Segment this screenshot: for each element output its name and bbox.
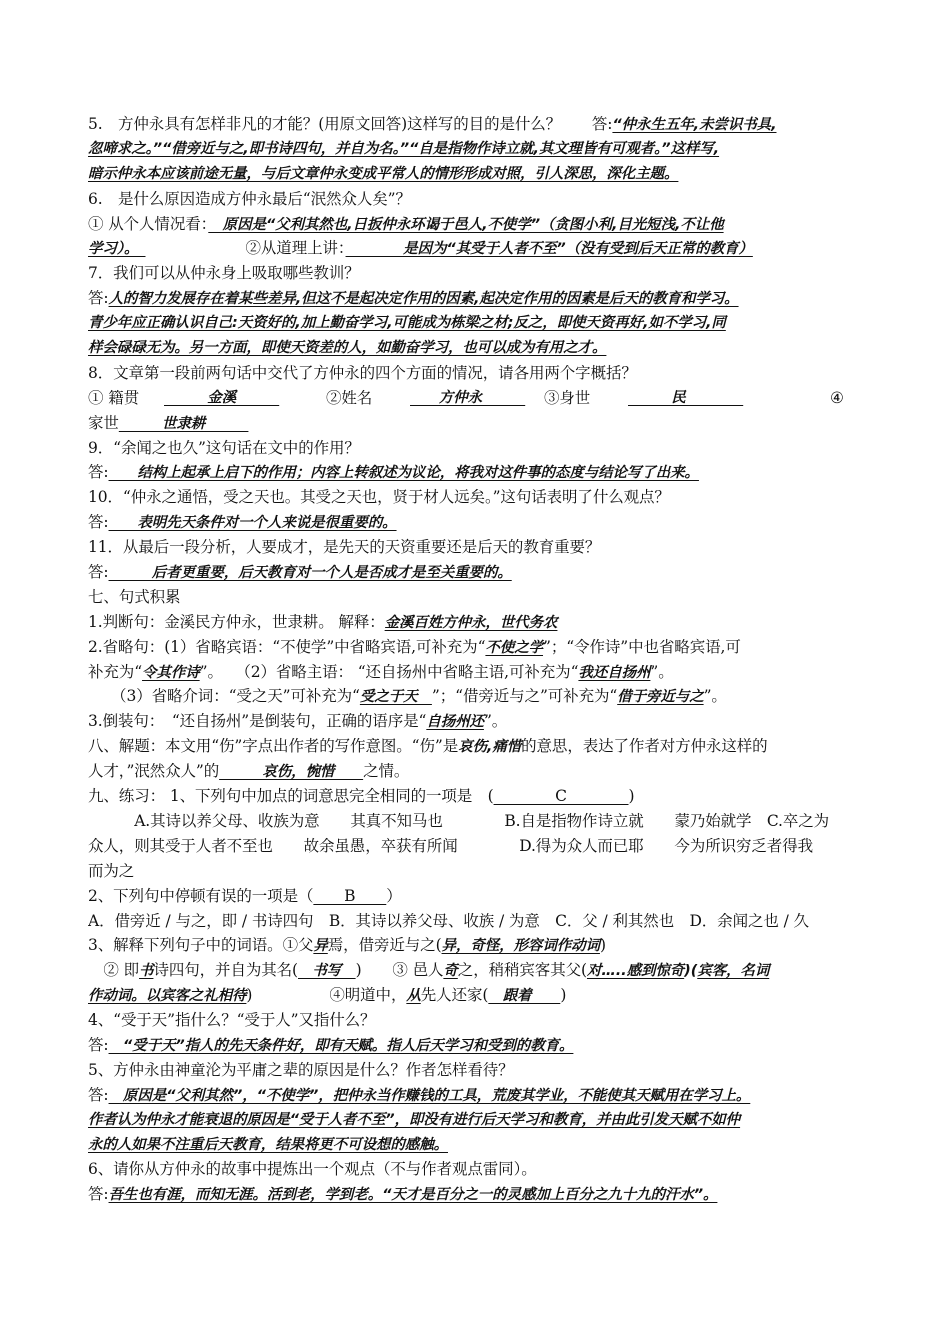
s9-q5-answer-2: 作者认为仲永才能衰退的原因是“受于人者不至”，即没有进行后天学习和教育，并由此引发天赋不如仲 (88, 1111, 741, 1128)
s9-q1-options-1: A.其诗以养父母、收族为意 其真不知马也 B.自是指物作诗立就 蒙乃始就学 C.卒之为 (88, 811, 830, 830)
s9-q5-answer-3: 永的人如果不注重后天教育，结果将更不可设想的感触。 (88, 1136, 448, 1153)
q7-answer-line-1: 答:人的智力发展存在着某些差异,但这不是起决定作用的因素,起决定作用的因素是后天的教育和学习。 (88, 289, 739, 308)
q5-answer-line-3: 暗示仲永本应该前途无量，与后文章仲永变成平常人的情形形成对照，引人深思，深化主题。 (88, 165, 679, 182)
s9-q3-line-2: ② 即书诗四句，并自为其名( 书写 ) ③ 邑人奇之，稍稍宾客其父(对…..感到惊奇)(宾客，名词 (88, 961, 770, 980)
q8-question: 8．文章第一段前两句话中交代了方仲永的四个方面的情况，请各用两个字概括？ (88, 363, 637, 382)
s7-omit-2: 补充为“令其作诗”。 （2）省略主语： “还自扬州中省略主语,可补充为“我还自扬州”。 (88, 662, 674, 681)
s9-q5-answer-1: 答: 原因是“父利其然”，“不使学”，把仲永当作赚钱的工具，荒废其学业，不能使其天赋用在学习上。 (88, 1085, 751, 1104)
s9-q3-line-1: 3、解释下列句子中的词语。①父异焉，借旁近与之(异，奇怪，形容词作动词) (88, 936, 606, 955)
q9-answer: 答: 结构上起承上启下的作用；内容上转叙述为议论，将我对这件事的态度与结论写了出来。 (88, 463, 699, 482)
s9-q4-answer: 答: “受于天”指人的先天条件好，即有天赋。指人后天学习和受到的教育。 (88, 1035, 574, 1054)
s9-q5: 5、方仲永由神童沦为平庸之辈的原因是什么？作者怎样看待？ (88, 1060, 514, 1079)
q10-question: 10．“仲永之通悟，受之天也。其受之天也，贤于材人远矣。”这句话表明了什么观点？ (88, 488, 670, 507)
s9-q6: 6、请你从方仲永的故事中提炼出一个观点（不与作者观点雷同）。 (88, 1160, 537, 1179)
q6-part1: ① 从个人情况看： 原因是“父利其然也,日扳仲永环谒于邑人,不使学”（贪图小利,目光短浅,不让他 (88, 214, 724, 233)
s7-omit-3: （3）省略介词：“受之天”可补充为“受之于天 ”；“借旁近与之”可补充为“借于旁近与之”。 (88, 687, 727, 706)
q5-line-1: 5. 方仲永具有怎样非凡的才能？(用原文回答)这样写的目的是什么？ 答:“仲永生五年,未尝识书具, (88, 115, 777, 133)
s7-inversion: 3.倒装句： “还自扬州”是倒装句，正确的语序是“自扬州还”。 (88, 712, 508, 731)
q9-question: 9．“余闻之也久”这句话在文中的作用？ (88, 438, 360, 457)
s9-q3-line-3: 作动词。以宾客之礼相待) ④明道中，从先人还家( 跟着 ) (88, 986, 567, 1005)
q6-part2: 学习）。 ②从道理上讲： 是因为“其受于人者不至”（没有受到后天正常的教育） (88, 239, 753, 258)
s9-q6-answer: 答:吾生也有涯，而知无涯。活到老，学到老。“天才是百分之一的灵感加上百分之九十九的汗水”。 (88, 1185, 718, 1204)
q8-answers: ① 籍贯 金溪 ②姓名 方仲永 ③身世 民 ④ (88, 388, 844, 407)
q7-question: 7．我们可以从仲永身上吸取哪些教训？ (88, 264, 360, 283)
q11-question: 11．从最后一段分析，人要成才，是先天的天资重要还是后天的教育重要？ (88, 538, 601, 557)
s9-q2: 2、下列句中停顿有误的一项是（ B ） (88, 886, 402, 905)
s8-line-1: 八、解题：本文用“伤”字点出作者的写作意图。“伤”是哀伤,痛惜的意思，表达了作者对方仲永这样的 (88, 737, 768, 756)
s9-q2-options: A．借旁近 / 与之，即 / 书诗四句 B．其诗以养父母、收族 / 为意 C．父 / 利其然也 D．余闻之也 / 久 (88, 911, 809, 930)
q6-question: 6. 是什么原因造成方仲永最后“泯然众人矣”？ (88, 189, 411, 208)
q10-answer: 答: 表明先天条件对一个人来说是很重要的。 (88, 513, 397, 532)
q7-answer-line-3: 样会碌碌无为。另一方面，即使天资差的人，如勤奋学习，也可以成为有用之才。 (88, 340, 607, 357)
s7-judge: 1.判断句：金溪民方仲永，世隶耕。 解释：金溪百姓方仲永，世代务农 (88, 612, 558, 631)
q7-answer-line-2: 青少年应正确认识自己:天资好的,加上勤奋学习,可能成为栋梁之材;反之，即使天资再好,如不学习,同 (88, 315, 726, 332)
q5-answer-line-2: 忽啼求之。”“借旁近与之,即书诗四句，并自为名。”“自是指物作诗立就,其文理皆有可观者。”这样写, (88, 140, 720, 157)
s8-line-2: 人才，”泯然众人”的 哀伤，惋惜 之情。 (88, 762, 410, 781)
q11-answer: 答: 后者更重要，后天教育对一个人是否成才是至关重要的。 (88, 563, 512, 582)
s9-q1-options-3: 而为之 (88, 861, 135, 880)
s7-omit-1: 2.省略句：(1）省略宾语：“不使学”中省略宾语,可补充为“不使之学”；“令作诗”中也省略宾语,可 (88, 637, 741, 656)
s9-q1-options-2: 众人，则其受于人者不至也 故余虽愚，卒获有所闻 D.得为众人而已耶 今为所识穷乏者得我 (88, 836, 814, 855)
section7-heading: 七、句式积累 (88, 587, 181, 606)
q8-answers-cont: 家世 世隶耕 (88, 413, 249, 432)
s9-q4: 4、“受于天”指什么？“受于人”又指什么？ (88, 1011, 376, 1030)
document-page (88, 112, 868, 1207)
s9-q1: 九、练习： 1、下列句中加点的词意思完全相同的一项是 ( C ) (88, 787, 635, 806)
